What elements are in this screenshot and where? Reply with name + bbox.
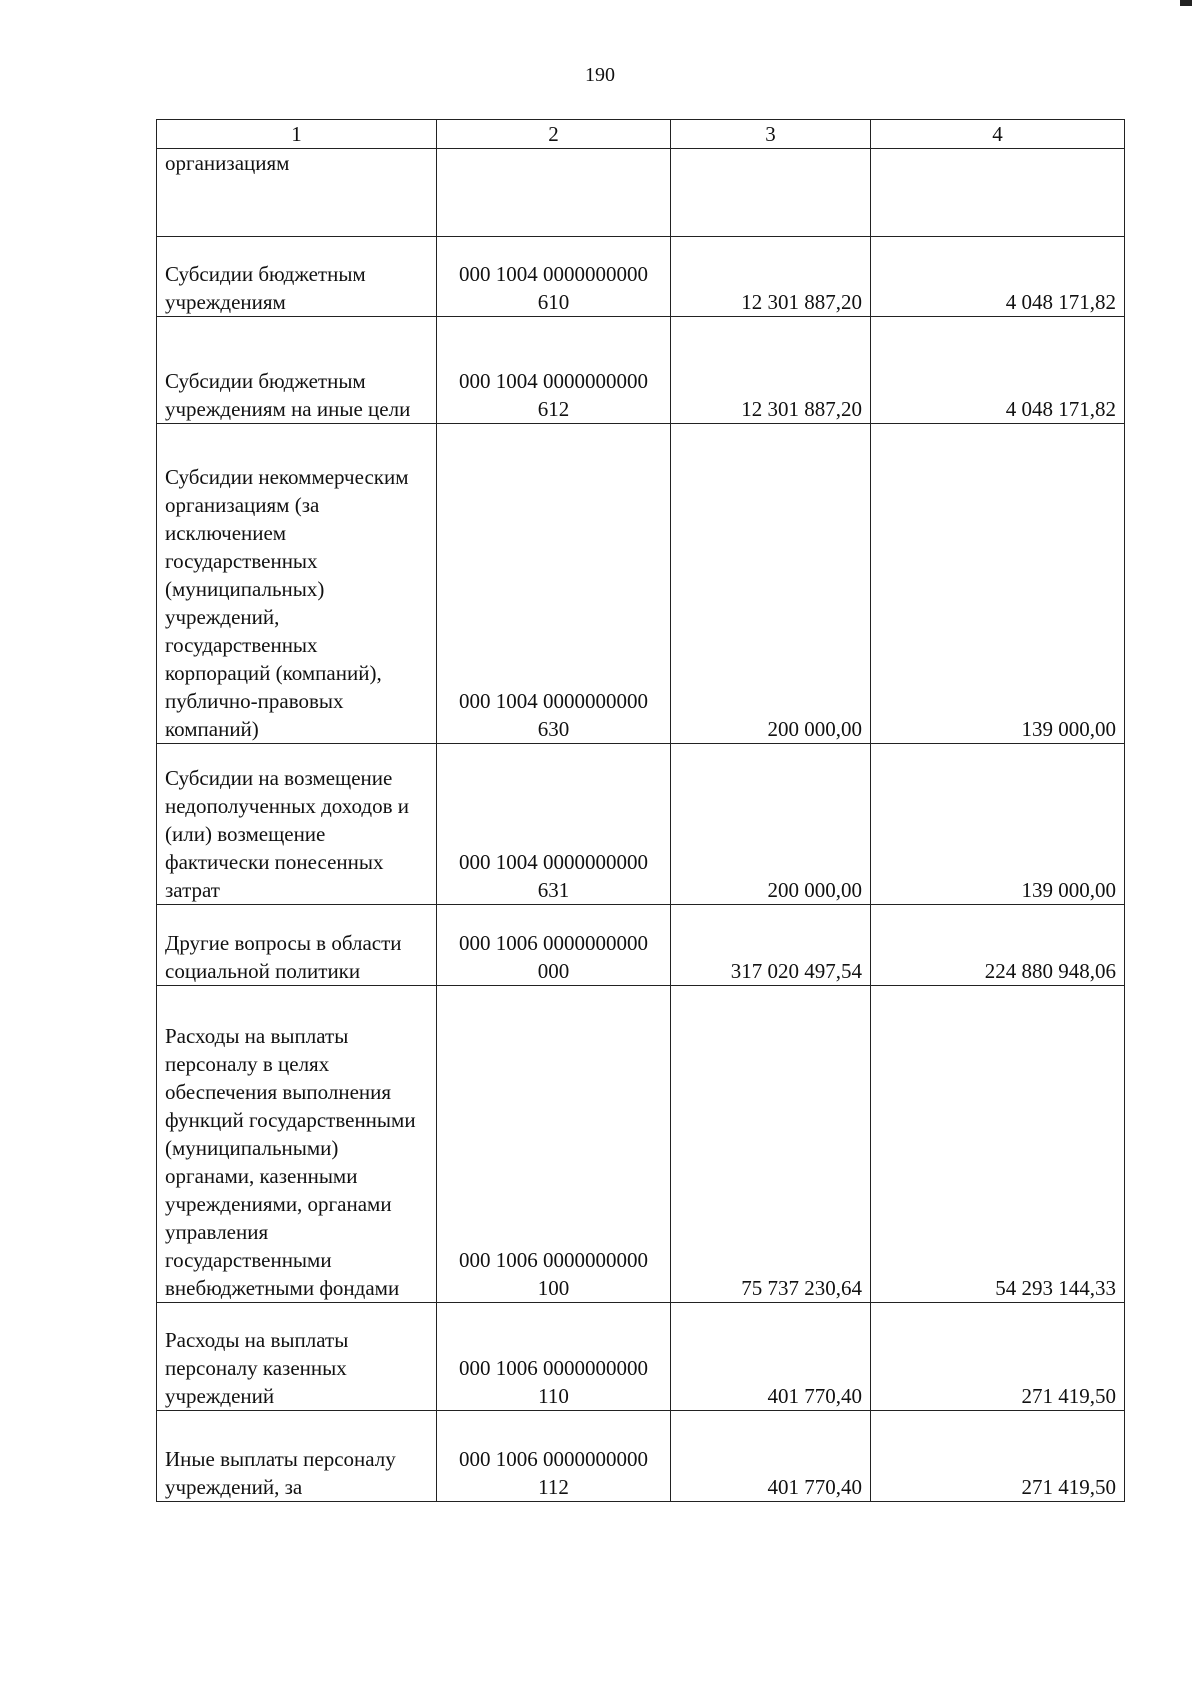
budget-table	[156, 119, 1125, 1502]
row-code: 000 1006 0000000000 000	[437, 905, 671, 986]
row-amount-fact: 4 048 171,82	[871, 317, 1125, 424]
row-amount-fact: 139 000,00	[871, 744, 1125, 905]
row-amount-plan: 12 301 887,20	[671, 237, 871, 317]
row-amount-fact: 54 293 144,33	[871, 986, 1125, 1303]
row-amount-plan: 200 000,00	[671, 744, 871, 905]
table-row	[157, 424, 1125, 744]
column-header: 4	[871, 120, 1125, 149]
row-name: Иные выплаты персоналу учреждений, за	[157, 1411, 437, 1502]
row-name: организациям	[157, 149, 437, 237]
row-code: 000 1004 0000000000 631	[437, 744, 671, 905]
row-amount-fact: 271 419,50	[871, 1303, 1125, 1411]
table-row	[157, 317, 1125, 424]
row-amount-plan: 75 737 230,64	[671, 986, 871, 1303]
table-row	[157, 905, 1125, 986]
row-code: 000 1004 0000000000 612	[437, 317, 671, 424]
row-amount-plan	[671, 149, 871, 237]
row-code: 000 1004 0000000000 610	[437, 237, 671, 317]
row-name: Субсидии на возмещение недополученных доходов и (или) возмещение фактически понесенных затрат	[157, 744, 437, 905]
row-name: Расходы на выплаты персоналу казенных учреждений	[157, 1303, 437, 1411]
column-header: 2	[437, 120, 671, 149]
table-header-row	[157, 120, 1125, 149]
row-amount-plan: 401 770,40	[671, 1303, 871, 1411]
row-name: Субсидии бюджетным учреждениям	[157, 237, 437, 317]
row-amount-fact: 4 048 171,82	[871, 237, 1125, 317]
table-row	[157, 1303, 1125, 1411]
row-name: Расходы на выплаты персоналу в целях обеспечения выполнения функций государственными (муниципальными) органами, казенными учреждениями, органами управления государственными внебюджетными фондами	[157, 986, 437, 1303]
row-amount-fact: 224 880 948,06	[871, 905, 1125, 986]
row-amount-fact: 271 419,50	[871, 1411, 1125, 1502]
scan-mark	[1180, 0, 1192, 6]
row-amount-plan: 200 000,00	[671, 424, 871, 744]
row-amount-plan: 401 770,40	[671, 1411, 871, 1502]
row-code: 000 1006 0000000000 100	[437, 986, 671, 1303]
row-name: Субсидии бюджетным учреждениям на иные цели	[157, 317, 437, 424]
row-amount-fact: 139 000,00	[871, 424, 1125, 744]
table-row	[157, 237, 1125, 317]
page-number: 190	[585, 64, 615, 86]
table-row	[157, 1411, 1125, 1502]
row-name: Субсидии некоммерческим организациям (за исключением государственных (муниципальных) учреждений, государственных корпораций (компаний), публично-правовых компаний)	[157, 424, 437, 744]
row-amount-plan: 12 301 887,20	[671, 317, 871, 424]
column-header: 3	[671, 120, 871, 149]
table-row	[157, 986, 1125, 1303]
row-code	[437, 149, 671, 237]
row-code: 000 1006 0000000000 110	[437, 1303, 671, 1411]
row-amount-fact	[871, 149, 1125, 237]
row-code: 000 1004 0000000000 630	[437, 424, 671, 744]
row-code: 000 1006 0000000000 112	[437, 1411, 671, 1502]
row-amount-plan: 317 020 497,54	[671, 905, 871, 986]
row-name: Другие вопросы в области социальной политики	[157, 905, 437, 986]
column-header: 1	[157, 120, 437, 149]
table-row	[157, 744, 1125, 905]
table-row	[157, 149, 1125, 237]
